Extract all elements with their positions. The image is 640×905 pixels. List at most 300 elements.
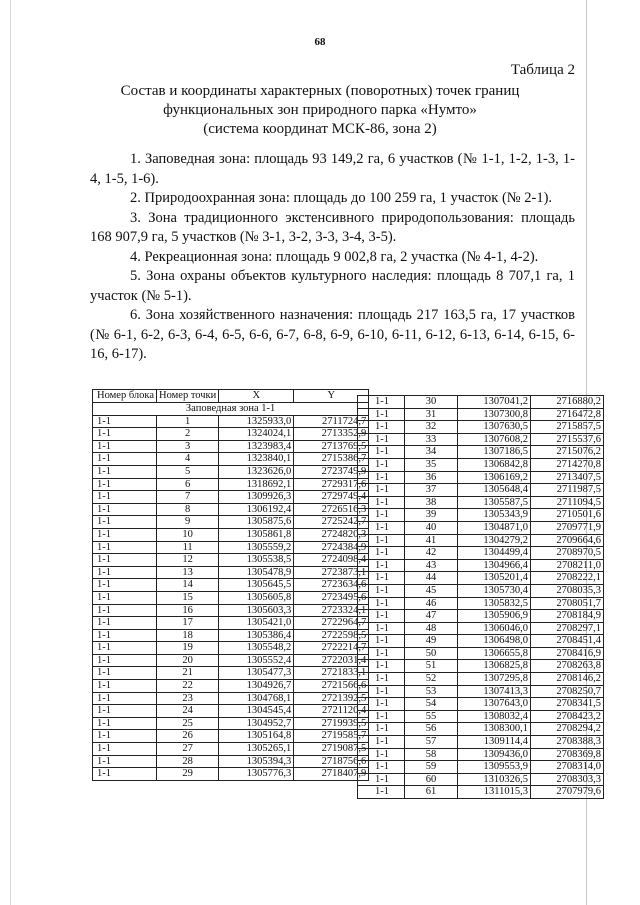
- cell-point: 59: [405, 761, 458, 774]
- zone-list: [90, 150, 575, 365]
- table-row: [358, 773, 604, 786]
- table-row: [358, 471, 604, 484]
- cell-block: 1-1: [93, 654, 157, 667]
- table-row: [93, 743, 369, 756]
- cell-point: 47: [405, 610, 458, 623]
- cell-point: 48: [405, 622, 458, 635]
- cell-block: 1-1: [358, 559, 405, 572]
- cell-block: 1-1: [358, 736, 405, 749]
- cell-block: 1-1: [358, 622, 405, 635]
- cell-point: 20: [157, 654, 219, 667]
- cell-point: 12: [157, 554, 219, 567]
- table-row: [358, 547, 604, 560]
- cell-point: 1: [157, 415, 219, 428]
- cell-point: 28: [157, 755, 219, 768]
- cell-block: 1-1: [93, 743, 157, 756]
- table-row: [93, 692, 369, 705]
- cell-x: 1305906,9: [458, 610, 531, 623]
- page-number: 68: [314, 36, 326, 48]
- zone-item-3: 3. Зона традиционного экстенсивного природопользования: площадь 168 907,9 га, 5 участков (№ 3-1, 3-2, 3-3, 3-4, 3-5).: [90, 209, 575, 245]
- cell-block: 1-1: [358, 521, 405, 534]
- cell-x: 1305394,3: [219, 755, 294, 768]
- cell-y: 2729317,6: [294, 478, 369, 491]
- cell-x: 1307643,0: [458, 698, 531, 711]
- table-row: [358, 622, 604, 635]
- table-row: [93, 755, 369, 768]
- cell-y: 2713769,5: [294, 440, 369, 453]
- cell-y: 2719939,5: [294, 717, 369, 730]
- cell-y: 2709664,6: [531, 534, 604, 547]
- cell-y: 2718756,6: [294, 755, 369, 768]
- table-row: [358, 496, 604, 509]
- cell-block: 1-1: [93, 617, 157, 630]
- cell-x: 1309553,9: [458, 761, 531, 774]
- table-row: [358, 660, 604, 673]
- table-row: [93, 554, 369, 567]
- zone-item-2: 2. Природоохранная зона: площадь до 100 259 га, 1 участок (№ 2-1).: [130, 190, 553, 206]
- cell-block: 1-1: [93, 503, 157, 516]
- cell-x: 1304768,1: [219, 692, 294, 705]
- cell-point: 23: [157, 692, 219, 705]
- document-title: [60, 82, 580, 139]
- cell-x: 1306169,2: [458, 471, 531, 484]
- cell-block: 1-1: [358, 547, 405, 560]
- cell-block: 1-1: [358, 534, 405, 547]
- table-row: [358, 673, 604, 686]
- cell-y: 2708369,8: [531, 748, 604, 761]
- cell-point: 14: [157, 579, 219, 592]
- cell-point: 24: [157, 705, 219, 718]
- cell-point: 42: [405, 547, 458, 560]
- table-row: [358, 748, 604, 761]
- cell-point: 44: [405, 572, 458, 585]
- table-header-row: [93, 390, 369, 403]
- cell-point: 61: [405, 786, 458, 799]
- cell-y: 2715537,6: [531, 433, 604, 446]
- zone-heading: Заповедная зона 1-1: [93, 403, 369, 416]
- table-row: [93, 604, 369, 617]
- cell-y: 2708970,5: [531, 547, 604, 560]
- cell-x: 1305478,9: [219, 566, 294, 579]
- cell-point: 17: [157, 617, 219, 630]
- cell-block: 1-1: [358, 610, 405, 623]
- cell-point: 55: [405, 710, 458, 723]
- cell-x: 1305548,2: [219, 642, 294, 655]
- cell-block: 1-1: [93, 478, 157, 491]
- cell-x: 1308032,4: [458, 710, 531, 723]
- cell-x: 1310326,5: [458, 773, 531, 786]
- cell-point: 25: [157, 717, 219, 730]
- cell-point: 40: [405, 521, 458, 534]
- table-row: [358, 635, 604, 648]
- cell-point: 34: [405, 446, 458, 459]
- cell-y: 2713352,9: [294, 428, 369, 441]
- cell-y: 2708250,7: [531, 685, 604, 698]
- cell-block: 1-1: [358, 635, 405, 648]
- table-row: [93, 654, 369, 667]
- cell-block: 1-1: [358, 584, 405, 597]
- cell-y: 2708184,9: [531, 610, 604, 623]
- cell-x: 1305861,8: [219, 528, 294, 541]
- cell-block: 1-1: [93, 717, 157, 730]
- cell-y: 2719087,5: [294, 743, 369, 756]
- cell-point: 57: [405, 736, 458, 749]
- cell-block: 1-1: [93, 705, 157, 718]
- table-row: [93, 566, 369, 579]
- cell-x: 1306192,4: [219, 503, 294, 516]
- cell-y: 2708303,3: [531, 773, 604, 786]
- zone-item-5: 5. Зона охраны объектов культурного наследия: площадь 8 707,1 га, 1 участок (№ 5-1).: [90, 268, 575, 304]
- cell-point: 51: [405, 660, 458, 673]
- cell-x: 1305875,6: [219, 516, 294, 529]
- cell-y: 2711987,5: [531, 484, 604, 497]
- cell-y: 2721566,6: [294, 680, 369, 693]
- cell-x: 1309926,3: [219, 491, 294, 504]
- cell-x: 1306046,0: [458, 622, 531, 635]
- cell-block: 1-1: [93, 768, 157, 781]
- cell-block: 1-1: [358, 647, 405, 660]
- cell-x: 1305832,5: [458, 597, 531, 610]
- cell-x: 1306498,0: [458, 635, 531, 648]
- cell-x: 1325933,0: [219, 415, 294, 428]
- cell-block: 1-1: [93, 604, 157, 617]
- cell-x: 1305776,3: [219, 768, 294, 781]
- cell-x: 1305538,5: [219, 554, 294, 567]
- cell-y: 2724098,4: [294, 554, 369, 567]
- title-line: функциональных зон природного парка «Нумто»: [163, 102, 477, 118]
- table-row: [93, 465, 369, 478]
- cell-x: 1304499,4: [458, 547, 531, 560]
- table-row: [358, 736, 604, 749]
- cell-y: 2722964,7: [294, 617, 369, 630]
- table-row: [358, 458, 604, 471]
- cell-y: 2711094,5: [531, 496, 604, 509]
- cell-point: 45: [405, 584, 458, 597]
- table-row: [358, 446, 604, 459]
- cell-block: 1-1: [93, 516, 157, 529]
- cell-x: 1305343,9: [458, 509, 531, 522]
- cell-x: 1305559,2: [219, 541, 294, 554]
- cell-point: 54: [405, 698, 458, 711]
- cell-point: 18: [157, 629, 219, 642]
- cell-y: 2722031,4: [294, 654, 369, 667]
- header-block-number: Номер блока: [93, 390, 157, 403]
- table-row: [93, 491, 369, 504]
- cell-y: 2708146,2: [531, 673, 604, 686]
- table-row: [93, 591, 369, 604]
- cell-x: 1307300,8: [458, 408, 531, 421]
- table-row: [93, 503, 369, 516]
- table-label: Таблица 2: [510, 62, 575, 78]
- cell-block: 1-1: [358, 421, 405, 434]
- table-row: [358, 421, 604, 434]
- zone-item-4: 4. Рекреационная зона: площадь 9 002,8 га, 2 участка (№ 4-1, 4-2).: [130, 248, 539, 265]
- cell-point: 3: [157, 440, 219, 453]
- table-row: [358, 521, 604, 534]
- cell-y: 2723634,6: [294, 579, 369, 592]
- scan-left-edge: [10, 0, 11, 905]
- cell-point: 35: [405, 458, 458, 471]
- cell-y: 2708211,0: [531, 559, 604, 572]
- cell-point: 27: [157, 743, 219, 756]
- cell-block: 1-1: [93, 579, 157, 592]
- cell-x: 1304279,2: [458, 534, 531, 547]
- table-row: [358, 698, 604, 711]
- table-row: [93, 705, 369, 718]
- cell-x: 1304952,7: [219, 717, 294, 730]
- cell-y: 2715076,2: [531, 446, 604, 459]
- cell-point: 32: [405, 421, 458, 434]
- cell-point: 58: [405, 748, 458, 761]
- table-row: [93, 579, 369, 592]
- cell-block: 1-1: [358, 509, 405, 522]
- cell-point: 38: [405, 496, 458, 509]
- table-row: [93, 478, 369, 491]
- table-row: [93, 717, 369, 730]
- cell-point: 10: [157, 528, 219, 541]
- cell-block: 1-1: [93, 541, 157, 554]
- cell-x: 1311015,3: [458, 786, 531, 799]
- cell-x: 1305265,1: [219, 743, 294, 756]
- cell-point: 56: [405, 723, 458, 736]
- cell-block: 1-1: [358, 723, 405, 736]
- cell-x: 1307630,5: [458, 421, 531, 434]
- cell-block: 1-1: [358, 572, 405, 585]
- cell-y: 2708451,4: [531, 635, 604, 648]
- cell-x: 1324024,1: [219, 428, 294, 441]
- cell-y: 2729749,4: [294, 491, 369, 504]
- cell-x: 1305587,5: [458, 496, 531, 509]
- table-row: [358, 786, 604, 799]
- header-point-number: Номер точки: [157, 390, 219, 403]
- cell-y: 2708294,2: [531, 723, 604, 736]
- cell-y: 2715386,7: [294, 453, 369, 466]
- cell-point: 19: [157, 642, 219, 655]
- cell-x: 1305730,4: [458, 584, 531, 597]
- cell-x: 1305386,4: [219, 629, 294, 642]
- cell-block: 1-1: [93, 730, 157, 743]
- table-row: [358, 509, 604, 522]
- table-row: [358, 685, 604, 698]
- cell-block: 1-1: [358, 433, 405, 446]
- cell-point: 41: [405, 534, 458, 547]
- cell-x: 1323983,4: [219, 440, 294, 453]
- cell-point: 49: [405, 635, 458, 648]
- cell-block: 1-1: [93, 692, 157, 705]
- cell-x: 1305648,4: [458, 484, 531, 497]
- cell-y: 2718407,9: [294, 768, 369, 781]
- cell-x: 1304926,7: [219, 680, 294, 693]
- cell-point: 2: [157, 428, 219, 441]
- cell-y: 2723324,1: [294, 604, 369, 617]
- cell-x: 1307295,8: [458, 673, 531, 686]
- cell-y: 2713407,5: [531, 471, 604, 484]
- cell-y: 2708297,1: [531, 622, 604, 635]
- cell-y: 2714270,8: [531, 458, 604, 471]
- table-row: [358, 559, 604, 572]
- cell-block: 1-1: [358, 396, 405, 409]
- cell-y: 2708341,5: [531, 698, 604, 711]
- cell-y: 2715857,5: [531, 421, 604, 434]
- zone-heading-row: [93, 403, 369, 416]
- coordinates-table-left: [92, 389, 369, 781]
- table-row: [93, 516, 369, 529]
- zone-item-6: 6. Зона хозяйственного назначения: площадь 217 163,5 га, 17 участков (№ 6-1, 6-2, 6-3, 6-4, 6-5, 6-6, 6-7, 6-8, 6-9, 6-10, 6-11, 6-12, 6-13, 6-14, 6-15, 6-16, 6-17).: [90, 307, 575, 362]
- cell-point: 11: [157, 541, 219, 554]
- table-row: [93, 428, 369, 441]
- cell-x: 1306655,8: [458, 647, 531, 660]
- cell-point: 7: [157, 491, 219, 504]
- table-row: [93, 415, 369, 428]
- cell-point: 13: [157, 566, 219, 579]
- table-row: [358, 761, 604, 774]
- cell-y: 2708423,2: [531, 710, 604, 723]
- cell-point: 46: [405, 597, 458, 610]
- cell-block: 1-1: [93, 415, 157, 428]
- table-row: [358, 534, 604, 547]
- cell-point: 15: [157, 591, 219, 604]
- table-row: [93, 617, 369, 630]
- title-line: (система координат МСК-86, зона 2): [203, 121, 437, 137]
- cell-block: 1-1: [93, 566, 157, 579]
- cell-block: 1-1: [93, 629, 157, 642]
- cell-point: 29: [157, 768, 219, 781]
- cell-point: 36: [405, 471, 458, 484]
- table-row: [358, 408, 604, 421]
- cell-y: 2708263,8: [531, 660, 604, 673]
- cell-block: 1-1: [358, 748, 405, 761]
- cell-y: 2708388,3: [531, 736, 604, 749]
- cell-x: 1309114,4: [458, 736, 531, 749]
- cell-x: 1304966,4: [458, 559, 531, 572]
- cell-block: 1-1: [358, 685, 405, 698]
- cell-block: 1-1: [358, 484, 405, 497]
- table-row: [358, 572, 604, 585]
- cell-block: 1-1: [358, 786, 405, 799]
- cell-block: 1-1: [358, 496, 405, 509]
- table-row: [93, 642, 369, 655]
- cell-block: 1-1: [358, 408, 405, 421]
- cell-x: 1305201,4: [458, 572, 531, 585]
- cell-y: 2722214,7: [294, 642, 369, 655]
- table-row: [358, 710, 604, 723]
- cell-point: 16: [157, 604, 219, 617]
- table-row: [93, 667, 369, 680]
- cell-point: 8: [157, 503, 219, 516]
- cell-point: 26: [157, 730, 219, 743]
- cell-y: 2710501,6: [531, 509, 604, 522]
- cell-y: 2723873,1: [294, 566, 369, 579]
- coordinates-table-right: [357, 395, 604, 799]
- cell-x: 1305605,8: [219, 591, 294, 604]
- cell-point: 6: [157, 478, 219, 491]
- table-row: [93, 680, 369, 693]
- cell-point: 53: [405, 685, 458, 698]
- cell-y: 2725242,7: [294, 516, 369, 529]
- table-row: [93, 453, 369, 466]
- cell-block: 1-1: [93, 440, 157, 453]
- table-row: [93, 541, 369, 554]
- cell-y: 2719585,7: [294, 730, 369, 743]
- cell-block: 1-1: [93, 465, 157, 478]
- table-row: [93, 730, 369, 743]
- zone-item-1: 1. Заповедная зона: площадь 93 149,2 га, 6 участков (№ 1-1, 1-2, 1-3, 1-4, 1-5, 1-6).: [90, 151, 575, 187]
- cell-block: 1-1: [358, 773, 405, 786]
- table-row: [358, 647, 604, 660]
- cell-x: 1323840,1: [219, 453, 294, 466]
- cell-block: 1-1: [93, 667, 157, 680]
- cell-block: 1-1: [93, 491, 157, 504]
- cell-block: 1-1: [358, 710, 405, 723]
- cell-block: 1-1: [93, 428, 157, 441]
- cell-block: 1-1: [358, 673, 405, 686]
- cell-y: 2723749,9: [294, 465, 369, 478]
- table-row: [358, 396, 604, 409]
- cell-y: 2721833,1: [294, 667, 369, 680]
- cell-block: 1-1: [358, 761, 405, 774]
- cell-block: 1-1: [358, 698, 405, 711]
- cell-x: 1304545,4: [219, 705, 294, 718]
- cell-y: 2723495,6: [294, 591, 369, 604]
- cell-block: 1-1: [93, 755, 157, 768]
- cell-point: 52: [405, 673, 458, 686]
- cell-y: 2721120,4: [294, 705, 369, 718]
- cell-y: 2708222,1: [531, 572, 604, 585]
- header-x: X: [219, 390, 294, 403]
- cell-y: 2716472,8: [531, 408, 604, 421]
- table-row: [93, 528, 369, 541]
- table-row: [93, 768, 369, 781]
- cell-y: 2708314,0: [531, 761, 604, 774]
- cell-point: 5: [157, 465, 219, 478]
- cell-x: 1305477,3: [219, 667, 294, 680]
- cell-x: 1305164,8: [219, 730, 294, 743]
- cell-block: 1-1: [358, 458, 405, 471]
- cell-x: 1305603,3: [219, 604, 294, 617]
- cell-x: 1309436,0: [458, 748, 531, 761]
- table-row: [358, 584, 604, 597]
- cell-y: 2721392,5: [294, 692, 369, 705]
- header-y: Y: [294, 390, 369, 403]
- cell-block: 1-1: [93, 528, 157, 541]
- table-row: [93, 440, 369, 453]
- cell-block: 1-1: [358, 471, 405, 484]
- cell-x: 1304871,0: [458, 521, 531, 534]
- cell-x: 1305421,0: [219, 617, 294, 630]
- cell-point: 4: [157, 453, 219, 466]
- cell-x: 1307608,2: [458, 433, 531, 446]
- cell-x: 1305645,5: [219, 579, 294, 592]
- cell-block: 1-1: [358, 660, 405, 673]
- cell-point: 33: [405, 433, 458, 446]
- cell-point: 31: [405, 408, 458, 421]
- cell-block: 1-1: [93, 642, 157, 655]
- cell-block: 1-1: [358, 446, 405, 459]
- cell-x: 1308300,1: [458, 723, 531, 736]
- cell-block: 1-1: [358, 597, 405, 610]
- cell-x: 1306825,8: [458, 660, 531, 673]
- cell-block: 1-1: [93, 680, 157, 693]
- cell-point: 43: [405, 559, 458, 572]
- cell-x: 1307413,3: [458, 685, 531, 698]
- cell-point: 9: [157, 516, 219, 529]
- table-row: [358, 433, 604, 446]
- cell-y: 2726516,3: [294, 503, 369, 516]
- cell-x: 1305552,4: [219, 654, 294, 667]
- table-row: [358, 597, 604, 610]
- cell-x: 1307186,5: [458, 446, 531, 459]
- cell-y: 2708035,3: [531, 584, 604, 597]
